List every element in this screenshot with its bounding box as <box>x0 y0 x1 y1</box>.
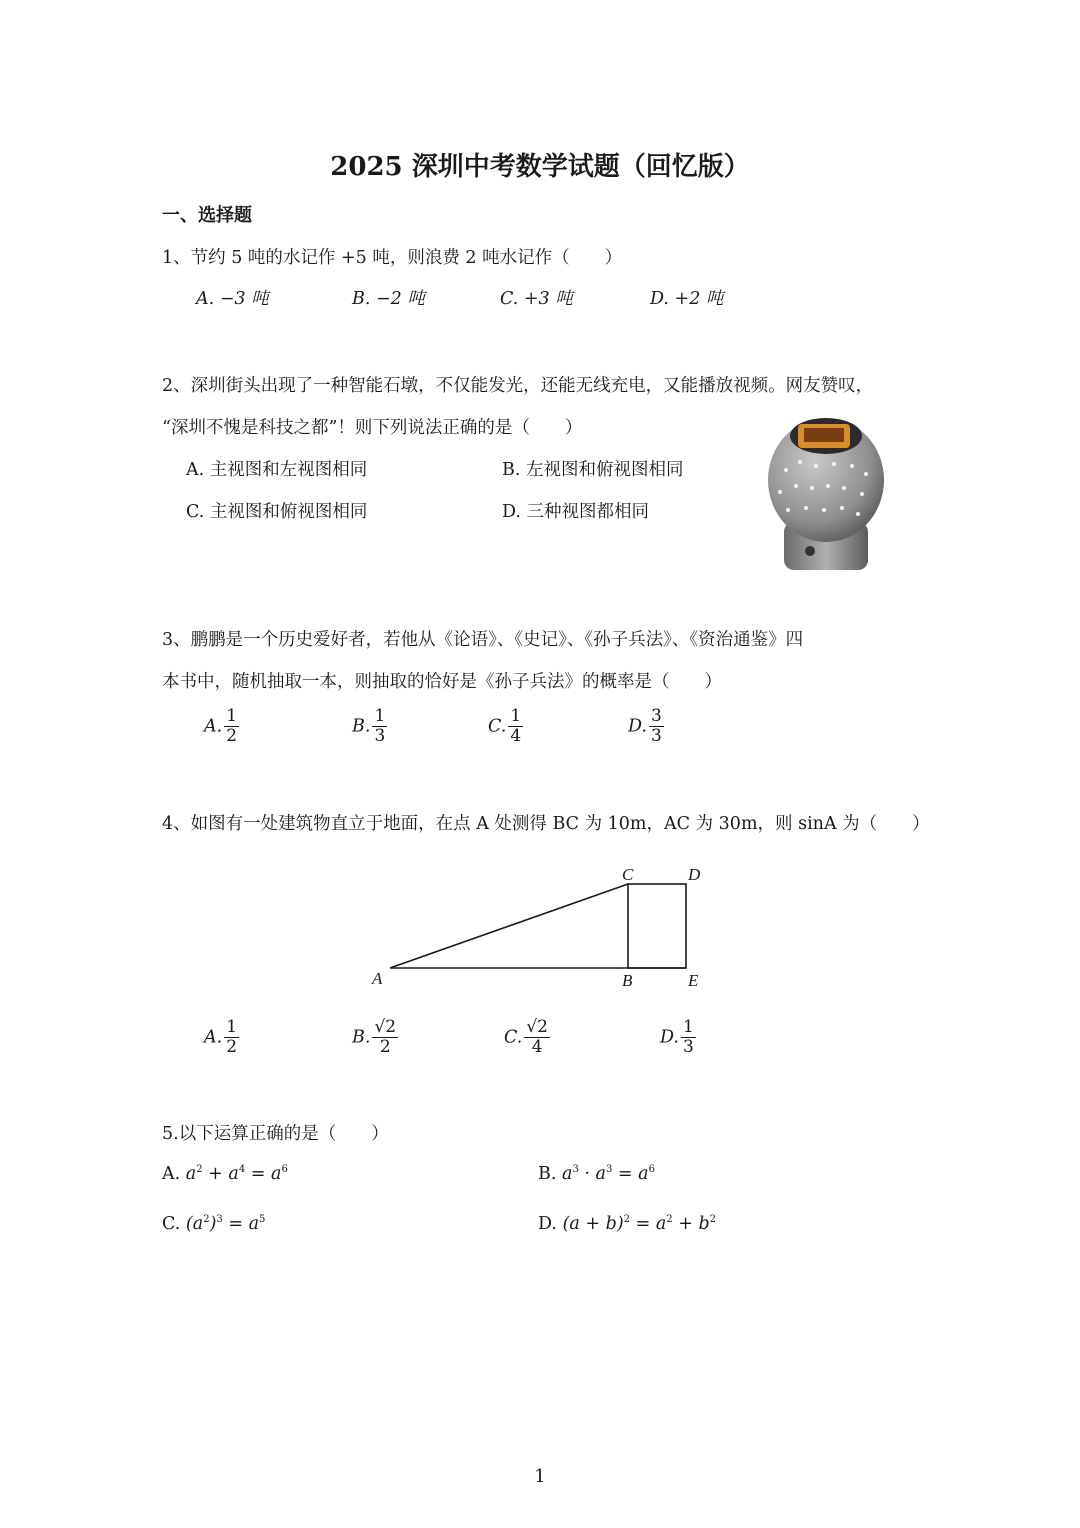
label-e: E <box>688 971 699 990</box>
q4-option-b: B. $\frac{√2}{2}$ <box>352 1017 397 1057</box>
q5-option-a: A. $a^2 + a^4 = a^6$ <box>162 1164 288 1184</box>
q5-option-c: C. $(a^2)^3 = a^5$ <box>162 1214 266 1234</box>
line-ac <box>390 884 628 968</box>
q3-option-c: C. $\frac{1}{4}$ <box>488 706 522 746</box>
q3-stem-line1: 3、鹏鹏是一个历史爱好者，若他从《论语》、《史记》、《孙子兵法》、《资治通鉴》四 <box>162 630 804 650</box>
building-rect <box>628 884 686 968</box>
q2-option-b: B. 左视图和俯视图相同 <box>502 460 684 480</box>
label-d: D <box>688 865 701 884</box>
q2-option-c: C. 主视图和俯视图相同 <box>186 502 368 522</box>
section-heading: 一、选择题 <box>162 205 252 226</box>
q1-option-d: D. +2 吨 <box>650 289 724 309</box>
q4-option-a: A. $\frac{1}{2}$ <box>204 1017 238 1057</box>
q5-option-d: D. $(a + b)^2 = a^2 + b^2$ <box>538 1214 717 1234</box>
q5-stem: 5.以下运算正确的是（ ） <box>162 1124 389 1144</box>
q1-stem: 1、节约 5 吨的水记作 +5 吨，则浪费 2 吨水记作（ ） <box>162 248 623 268</box>
q2-option-a: A. 主视图和左视图相同 <box>186 460 368 480</box>
q1-option-c: C. +3 吨 <box>500 289 573 309</box>
q3-stem-line2: 本书中，随机抽取一本，则抽取的恰好是《孙子兵法》的概率是（ ） <box>162 672 722 692</box>
q5-option-b: B. $a^3 \cdot a^3 = a^6$ <box>538 1164 655 1184</box>
label-a: A <box>372 969 383 988</box>
label-c: C <box>622 865 634 884</box>
q2-stem-line1: 2、深圳街头出现了一种智能石墩，不仅能发光，还能无线充电，又能播放视频。网友赞叹， <box>162 376 874 396</box>
building-diagram <box>360 860 720 990</box>
q4-option-c: C. $\frac{√2}{4}$ <box>504 1017 548 1057</box>
q3-option-a: A. $\frac{1}{2}$ <box>204 706 238 746</box>
q4-stem: 4、如图有一处建筑物直立于地面，在点 A 处测得 BC 为 10m，AC 为 30m，则 sinA 为（ ） <box>162 814 930 834</box>
page-title: 2025 深圳中考数学试题（回忆版） <box>330 152 750 182</box>
q1-option-b: B. −2 吨 <box>352 289 425 309</box>
q2-stem-line2: “深圳不愧是科技之都”！则下列说法正确的是（ ） <box>162 418 583 438</box>
label-b: B <box>622 971 633 990</box>
q1-option-a: A. −3 吨 <box>196 289 269 309</box>
smart-stone-pier-image <box>766 410 886 575</box>
page-number: 1 <box>534 1466 546 1487</box>
q4-option-d: D. $\frac{1}{3}$ <box>660 1017 694 1057</box>
q3-option-b: B. $\frac{1}{3}$ <box>352 706 386 746</box>
q3-option-d: D. $\frac{3}{3}$ <box>628 706 662 746</box>
q2-option-d: D. 三种视图都相同 <box>502 502 650 522</box>
